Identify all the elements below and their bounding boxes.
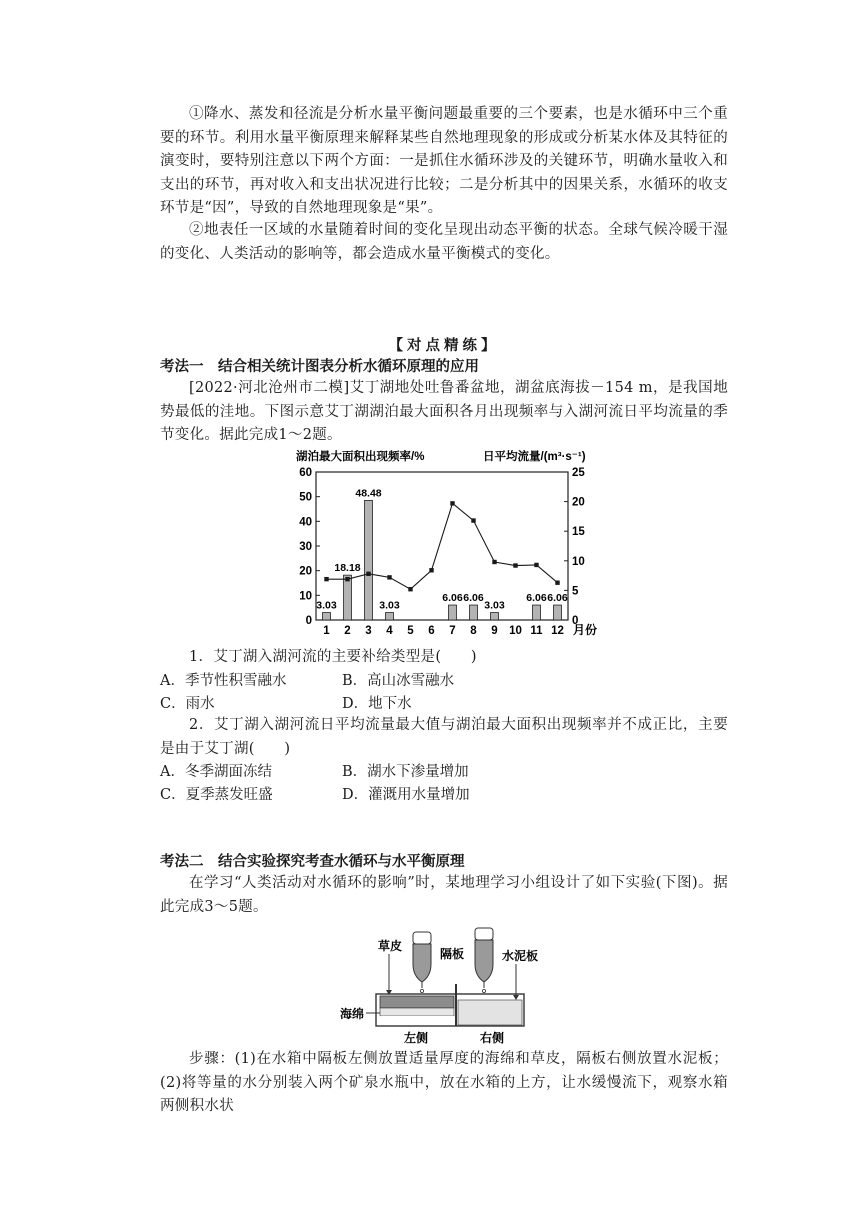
left-tick-label: 0 — [305, 615, 312, 627]
flow-point — [492, 560, 496, 564]
grass-layer — [380, 996, 454, 1008]
label-sponge: 海绵 — [340, 1007, 365, 1021]
flow-point — [366, 572, 370, 576]
flow-point — [345, 577, 349, 581]
intro-paragraph-2: ②地表任一区域的水量随着时间的变化呈现出动态平衡的状态。全球气候冷暖干湿的变化、人类活动的影响等，都会造成水量平衡模式的变化。 — [160, 222, 728, 262]
flow-point — [324, 577, 328, 581]
label-left: 左侧 — [404, 1031, 429, 1044]
q2-option-c[interactable]: C．夏季蒸发旺盛 — [160, 787, 273, 803]
q1-option-a[interactable]: A．季节性积雪融水 — [160, 673, 287, 689]
right-tick-label: 5 — [572, 585, 579, 598]
q2-option-a[interactable]: A．冬季湖面冻结 — [160, 764, 272, 780]
flow-point — [555, 581, 559, 585]
bar-data-label: 48.48 — [355, 487, 382, 500]
flow-point — [450, 501, 454, 505]
left-tick-label: 50 — [299, 491, 312, 504]
q1-option-c[interactable]: C．雨水 — [160, 696, 215, 712]
method1-heading: 考法一 结合相关统计图表分析水循环原理的应用 — [160, 359, 479, 375]
sponge-layer — [380, 1008, 454, 1016]
bar-data-label: 18.18 — [334, 562, 361, 575]
cement-side-water — [458, 1000, 522, 1025]
x-tick-label: 5 — [407, 625, 414, 637]
q1-option-d[interactable]: D．地下水 — [342, 696, 412, 712]
intro-paragraph-1: ①降水、蒸发和径流是分析水量平衡问题最重要的三个要素，也是水循环中三个重要的环节。利用水量平衡原理来解释某些自然地理现象的形成或分析某水体及其特征的演变时，要特别注意以下两个方面：一是抓住水循环涉及的关键环节，明确水量收入和支出的环节，再对收入和支出状况进行比较；二是分析其中的因果关系，水循环的收支环节是“因”，导致的自然地理现象是“果”。 — [160, 106, 728, 216]
experiment-diagram — [340, 924, 550, 1044]
bar-data-label: 6.06 — [526, 592, 547, 605]
x-tick-label: 2 — [344, 625, 351, 637]
x-tick-label: 4 — [386, 625, 393, 637]
right-tick-label: 25 — [572, 467, 585, 479]
right-axis-label: 日平均流量/(m³·s⁻¹) — [483, 451, 586, 463]
flow-point — [534, 563, 538, 567]
bar-data-label: 6.06 — [463, 592, 484, 605]
x-tick-label: 3 — [365, 625, 372, 637]
flow-line — [327, 503, 558, 589]
right-bottle-icon — [475, 928, 493, 993]
left-tick-label: 60 — [299, 467, 312, 479]
bar — [344, 575, 352, 620]
x-axis-label: 月份 — [573, 623, 598, 637]
q1-option-b[interactable]: B．高山冰雪融水 — [342, 673, 455, 689]
left-bottle-icon — [413, 932, 431, 993]
x-tick-label: 9 — [491, 625, 498, 637]
x-tick-label: 1 — [323, 625, 330, 637]
bar — [533, 605, 541, 620]
bar — [449, 605, 457, 620]
flow-point — [429, 568, 433, 572]
q1-stem: 1．艾丁湖入湖河流的主要补给类型是( ) — [189, 649, 477, 665]
bar-data-label: 3.03 — [379, 599, 400, 612]
bar — [323, 613, 331, 620]
q2-stem: 2．艾丁湖入湖河流日平均流量最大值与湖泊最大面积出现频率并不成正比，主要是由于艾丁湖( ) — [160, 717, 728, 757]
section-title: 【对点精练】 — [388, 337, 500, 354]
x-tick-label: 10 — [509, 625, 522, 637]
left-tick-label: 40 — [299, 516, 312, 529]
x-tick-label: 12 — [551, 625, 564, 637]
right-tick-label: 15 — [572, 526, 585, 539]
flow-point — [408, 587, 412, 591]
label-grass: 草皮 — [378, 939, 403, 953]
label-partition: 隔板 — [440, 947, 465, 961]
steps-paragraph: 步骤：(1)在水箱中隔板左侧放置适量厚度的海绵和草皮，隔板右侧放置水泥板；(2)将等量的水分别装入两个矿泉水瓶中，放在水箱的上方，让水缓慢流下，观察水箱两侧积水状 — [160, 1051, 728, 1114]
bar-data-label: 6.06 — [442, 592, 463, 605]
bar — [386, 613, 394, 620]
right-tick-label: 0 — [572, 615, 579, 627]
method2-heading: 考法二 结合实验探究考查水循环与水平衡原理 — [160, 854, 465, 870]
bar — [554, 605, 562, 620]
q2-option-d[interactable]: D．灌溉用水量增加 — [342, 787, 470, 803]
left-tick-label: 20 — [299, 565, 312, 578]
bar — [491, 613, 499, 620]
bar-data-label: 6.06 — [547, 592, 568, 605]
q2-option-b[interactable]: B．湖水下渗量增加 — [342, 764, 469, 780]
bar — [365, 500, 373, 620]
right-tick-label: 10 — [572, 555, 585, 568]
label-cement: 水泥板 — [502, 949, 539, 963]
x-tick-label: 8 — [470, 625, 477, 637]
label-right: 右侧 — [480, 1031, 505, 1044]
left-tick-label: 30 — [299, 541, 312, 553]
method2-stem: 在学习“人类活动对水循环的影响”时，某地理学习小组设计了如下实验(下图)。据此完成3～5题。 — [160, 875, 728, 915]
left-tick-label: 10 — [299, 590, 312, 603]
method1-stem: [2022·河北沧州市二模]艾丁湖地处吐鲁番盆地，湖盆底海拔－154 m，是我国地势最低的洼地。下图示意艾丁湖湖泊最大面积各月出现频率与入湖河流日平均流量的季节变化。据此完成1～2题。 — [160, 380, 728, 443]
flow-point — [471, 518, 475, 522]
x-tick-label: 7 — [449, 625, 456, 637]
bar-data-label: 3.03 — [484, 599, 505, 612]
right-tick-label: 20 — [572, 496, 585, 509]
combo-chart — [290, 446, 610, 642]
flow-point — [513, 563, 517, 567]
bar-data-label: 3.03 — [316, 599, 337, 612]
flow-point — [387, 575, 391, 579]
x-tick-label: 6 — [428, 625, 435, 637]
x-tick-label: 11 — [530, 625, 543, 637]
left-axis-label: 湖泊最大面积出现频率/% — [296, 451, 425, 463]
bar — [470, 605, 478, 620]
